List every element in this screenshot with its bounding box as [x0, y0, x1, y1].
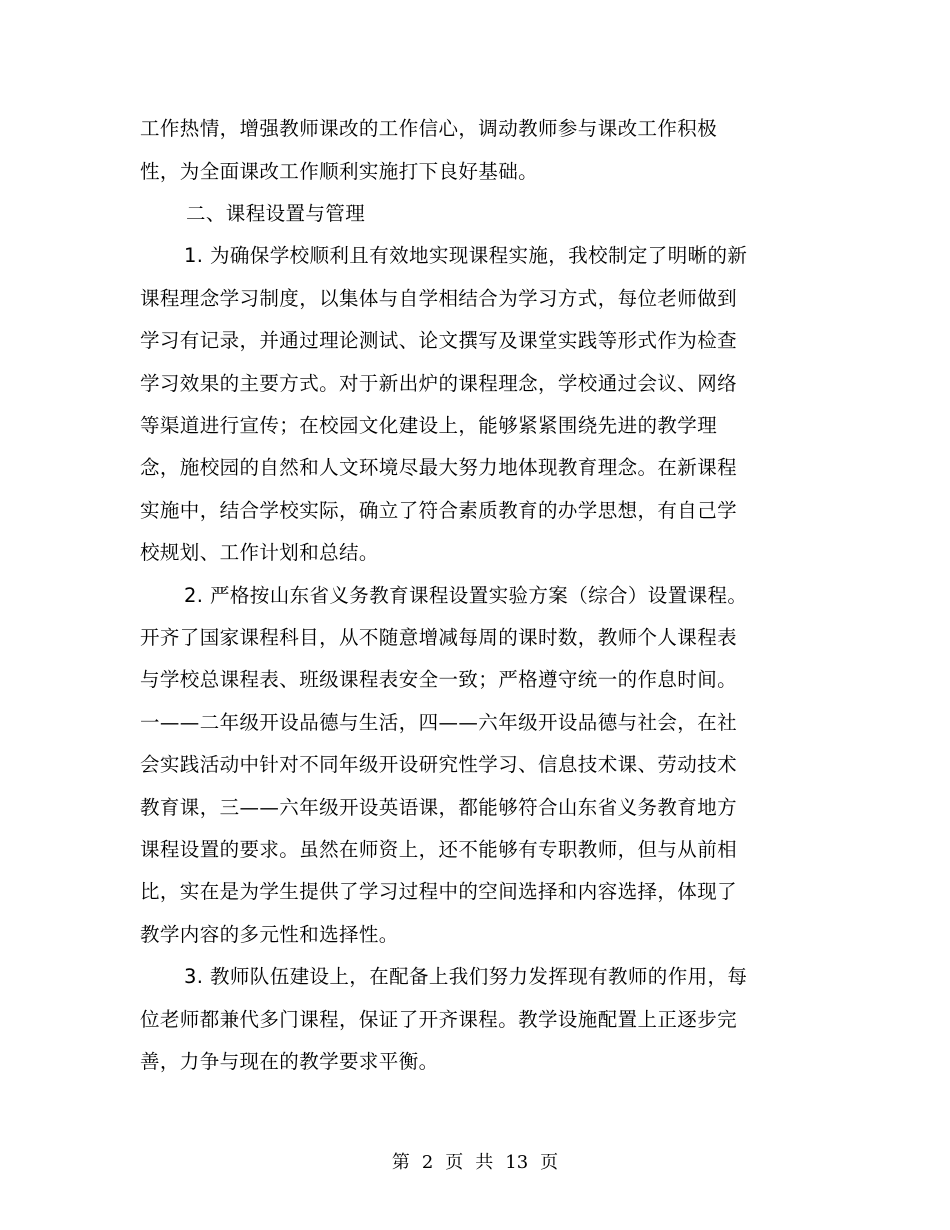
body-line: 实施中，结合学校实际，确立了符合素质教育的办学思想，有自己学 — [140, 499, 738, 522]
footer-total-word: 共 — [475, 1152, 494, 1173]
body-line: 开齐了国家课程科目，从不随意增减每周的课时数，教师个人课程表 — [140, 626, 738, 649]
body-line: 1. 为确保学校顺利且有效地实现课程实施，我校制定了明晰的新 — [184, 244, 748, 267]
body-line: 教育课，三——六年级开设英语课，都能够符合山东省义务教育地方 — [140, 796, 738, 819]
body-line: 念，施校园的自然和人文环境尽最大努力地体现教育理念。在新课程 — [140, 456, 738, 479]
body-line: 性，为全面课改工作顺利实施打下良好基础。 — [140, 160, 539, 183]
body-line: 一——二年级开设品德与生活，四——六年级开设品德与社会，在社 — [140, 711, 738, 734]
current-page-number: 2 — [421, 1152, 434, 1173]
body-line: 会实践活动中针对不同年级开设研究性学习、信息技术课、劳动技术 — [140, 753, 738, 776]
footer-suffix: 页 — [540, 1152, 559, 1173]
body-line: 课程理念学习制度，以集体与自学相结合为学习方式，每位老师做到 — [140, 287, 738, 310]
total-pages-number: 13 — [505, 1152, 529, 1173]
body-line: 2. 严格按山东省义务教育课程设置实验方案（综合）设置课程。 — [184, 584, 748, 607]
body-line: 学习有记录，并通过理论测试、论文撰写及课堂实践等形式作为检查 — [140, 329, 738, 352]
body-line: 比，实在是为学生提供了学习过程中的空间选择和内容选择，体现了 — [140, 880, 738, 903]
section-heading: 二、课程设置与管理 — [186, 202, 366, 225]
footer-page-word: 页 — [445, 1152, 464, 1173]
body-line: 课程设置的要求。虽然在师资上，还不能够有专职教师，但与从前相 — [140, 838, 738, 861]
body-line: 等渠道进行宣传；在校园文化建设上，能够紧紧围绕先进的教学理 — [140, 414, 718, 437]
body-line: 学习效果的主要方式。对于新出炉的课程理念，学校通过会议、网络 — [140, 372, 738, 395]
body-line: 3. 教师队伍建设上，在配备上我们努力发挥现有教师的作用，每 — [184, 965, 748, 988]
body-line: 工作热情，增强教师课改的工作信心，调动教师参与课改工作积极 — [140, 117, 718, 140]
body-line: 善，力争与现在的教学要求平衡。 — [140, 1050, 439, 1073]
page-footer — [0, 1151, 950, 1175]
body-line: 位老师都兼代多门课程，保证了开齐课程。教学设施配置上正逐步完 — [140, 1008, 738, 1031]
body-line: 校规划、工作计划和总结。 — [140, 541, 379, 564]
body-line: 与学校总课程表、班级课程表安全一致；严格遵守统一的作息时间。 — [140, 668, 738, 691]
footer-prefix: 第 — [391, 1152, 410, 1173]
body-line: 教学内容的多元性和选择性。 — [140, 923, 399, 946]
